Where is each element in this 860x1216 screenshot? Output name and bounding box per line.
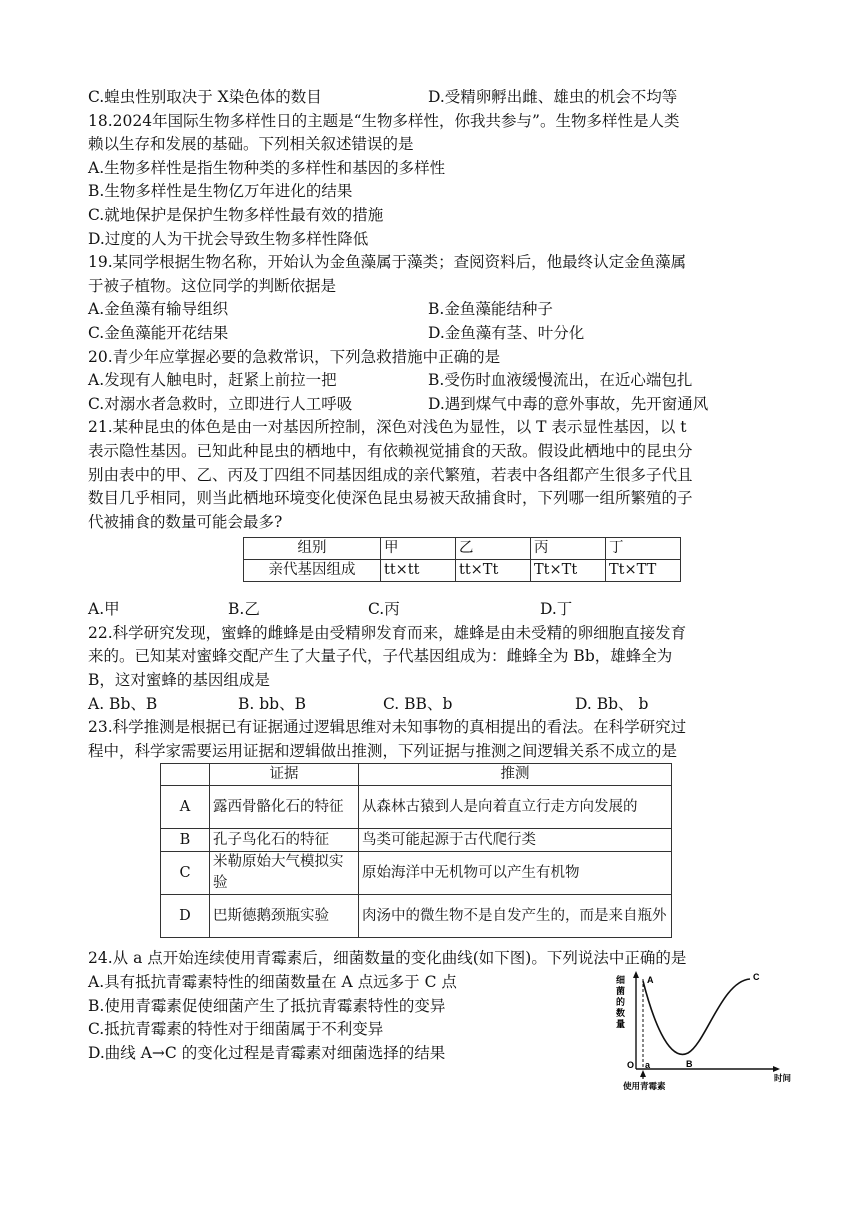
q23-table-row: [161, 895, 672, 938]
q21-stem-1: 21.某种昆虫的体色是由一对基因所控制，深色对浅色为显性，以 T 表示显性基因，以 t: [88, 418, 687, 437]
q22-option-a: A. Bb、B: [88, 694, 158, 713]
q18-stem-1: 18.2024年国际生物多样性日的主题是“生物多样性，你我共参与”。生物多样性是人类: [88, 111, 680, 130]
q23-row-letter: C: [161, 852, 210, 895]
graph-caption: 使用青霉素: [623, 1081, 666, 1092]
q21-table-cell: 组别: [244, 538, 381, 560]
q18-stem-2: 赖以生存和发展的基础。下列相关叙述错误的是: [88, 135, 414, 154]
q24-stem: 24.从 a 点开始连续使用青霉素后，细菌数量的变化曲线(如下图)。下列说法中正确的是: [88, 949, 687, 968]
q21-table-row-genotype: [244, 560, 681, 582]
q21-option-d: D.丁: [540, 600, 573, 619]
q24-option-d: D.曲线 A→C 的变化过程是青霉素对细菌选择的结果: [88, 1043, 446, 1062]
q23-table-header: [161, 764, 672, 786]
q23-row-letter: A: [161, 786, 210, 829]
graph-ylabel-char: 量: [616, 1019, 626, 1030]
q21-table-cell: Tt×Tt: [531, 560, 606, 582]
q23-table-row: [161, 852, 672, 895]
exam-page: [88, 86, 792, 1092]
q22-stem-1: 22.科学研究发现，蜜蜂的雌蜂是由受精卵发育而来，雄蜂是由未受精的卵细胞直接发育: [88, 623, 687, 642]
q18-option-c: C.就地保护是保护生物多样性最有效的措施: [88, 205, 384, 224]
q21-option-a: A.甲: [88, 600, 120, 619]
q21-table-cell: tt×Tt: [456, 560, 531, 582]
q21-table-cell: 丙: [531, 538, 606, 560]
q21-table-cell: 甲: [381, 538, 456, 560]
q21-table-row-group: [244, 538, 681, 560]
q19-options-row-1: [88, 298, 778, 322]
q21-stem-4: 数目几乎相同，则当此栖地环境变化使深色昆虫易被天敌捕食时，下列哪一组所繁殖的子: [88, 489, 693, 508]
q23-header-cell: [161, 764, 210, 786]
q24-block: [88, 947, 792, 1092]
q21-stem-5: 代被捕食的数量可能会最多?: [88, 512, 283, 531]
graph-point-A: A: [647, 975, 654, 986]
q19-option-c: C.金鱼藻能开花结果: [88, 323, 229, 342]
q21-stem-2: 表示隐性基因。已知此种昆虫的栖地中，有依赖视觉捕食的天敌。假设此栖地中的昆虫分: [88, 441, 693, 460]
q21-table-cell: 丁: [606, 538, 681, 560]
q23-row-letter: B: [161, 829, 210, 852]
q21-table-cell: 乙: [456, 538, 531, 560]
q19-option-d: D.金鱼藻有茎、叶分化: [428, 323, 585, 342]
q17-options-row: [88, 86, 778, 110]
bacteria-curve: [643, 979, 750, 1054]
q20-option-b: B.受伤时血液缓慢流出，在近心端包扎: [428, 371, 693, 390]
q23-row-inference: 从森林古猿到人是向着直立行走方向发展的: [359, 786, 672, 829]
graph-point-a: a: [645, 1060, 651, 1071]
q19-stem-2: 于被子植物。这位同学的判断依据是: [88, 276, 337, 295]
q22-option-c: C. BB、b: [383, 694, 453, 713]
graph-xlabel: 时间: [774, 1073, 792, 1084]
q23-stem-1: 23.科学推测是根据已有证据通过逻辑思维对未知事物的真相提出的看法。在科学研究过: [88, 718, 687, 737]
q20-stem: 20.青少年应掌握必要的急救常识，下列急救措施中正确的是: [88, 347, 501, 366]
q23-row-evidence: 孔子鸟化石的特征: [210, 829, 359, 852]
q23-row-letter: D: [161, 895, 210, 938]
q23-table-row: [161, 786, 672, 829]
x-axis-arrow: [773, 1066, 780, 1072]
q17-option-d: D.受精卵孵出雌、雄虫的机会不均等: [428, 88, 678, 106]
q22-option-b: B. bb、B: [238, 694, 306, 713]
q23-row-inference: 原始海洋中无机物可以产生有机物: [359, 852, 672, 895]
graph-ylabel-char: 数: [616, 1008, 626, 1019]
q20-options-row-2: [88, 393, 778, 417]
q20-option-d: D.遇到煤气中毒的意外事故，先开窗通风: [428, 394, 709, 413]
q23-stem-2: 程中，科学家需要运用证据和逻辑做出推测，下列证据与推测之间逻辑关系不成立的是: [88, 741, 678, 760]
graph-point-B: B: [686, 1059, 693, 1070]
q21-table-cell: Tt×TT: [606, 560, 681, 582]
q20-options-row-1: [88, 369, 778, 393]
q17-option-c: C.蝗虫性别取决于 X染色体的数目: [88, 88, 322, 106]
q21-table: [243, 537, 681, 582]
graph-ylabel-char: 的: [616, 997, 626, 1008]
graph-ylabel-char: 细: [616, 975, 626, 986]
q22-options-row: [88, 693, 778, 717]
q23-row-evidence: 米勒原始大气模拟实验: [210, 852, 359, 895]
q20-option-a: A.发现有人触电时，赶紧上前拉一把: [88, 371, 337, 390]
q23-table-row: [161, 829, 672, 852]
q18-option-a: A.生物多样性是指生物种类的多样性和基因的多样性: [88, 158, 446, 177]
q24-option-a: A.具有抵抗青霉素特性的细菌数量在 A 点远多于 C 点: [88, 973, 457, 992]
q18-option-d: D.过度的人为干扰会导致生物多样性降低: [88, 229, 369, 248]
q23-header-cell: 推测: [359, 764, 672, 786]
q21-table-cell: 亲代基因组成: [244, 560, 381, 582]
q22-stem-3: B，这对蜜蜂的基因组成是: [88, 671, 270, 690]
y-axis-arrow: [633, 971, 639, 978]
q19-option-b: B.金鱼藻能结种子: [428, 300, 553, 319]
q24-option-b: B.使用青霉素促使细菌产生了抵抗青霉素特性的变异: [88, 996, 446, 1015]
q18-option-b: B.生物多样性是生物亿万年进化的结果: [88, 182, 353, 201]
caption-arrow: [640, 1070, 646, 1077]
q21-table-cell: tt×tt: [381, 560, 456, 582]
bacteria-count-graph: [610, 971, 800, 1091]
q19-options-row-2: [88, 322, 778, 346]
q21-option-c: C.丙: [368, 600, 400, 619]
q19-stem-1: 19.某同学根据生物名称，开始认为金鱼藻属于藻类；查阅资料后，他最终认定金鱼藻属: [88, 253, 687, 272]
q23-row-inference: 鸟类可能起源于古代爬行类: [359, 829, 672, 852]
q22-stem-2: 来的。已知某对蜜蜂交配产生了大量子代，子代基因组成为：雌蜂全为 Bb，雄蜂全为: [88, 647, 673, 666]
q23-table: [160, 763, 672, 938]
graph-origin: O: [627, 1060, 635, 1071]
q21-stem-3: 别由表中的甲、乙、丙及丁四组不同基因组成的亲代繁殖，若表中各组都产生很多子代且: [88, 465, 693, 484]
q21-option-b: B.乙: [228, 600, 260, 619]
q20-option-c: C.对溺水者急救时，立即进行人工呼吸: [88, 394, 353, 413]
graph-ylabel-char: 菌: [616, 986, 626, 997]
q21-options-row: [88, 598, 778, 622]
q23-row-inference: 肉汤中的微生物不是自发产生的，而是来自瓶外: [359, 895, 672, 938]
q19-option-a: A.金鱼藻有输导组织: [88, 300, 229, 319]
q23-row-evidence: 巴斯德鹅颈瓶实验: [210, 895, 359, 938]
q23-row-evidence: 露西骨骼化石的特征: [210, 786, 359, 829]
q22-option-d: D. Bb、 b: [575, 694, 649, 713]
q23-header-cell: 证据: [210, 764, 359, 786]
graph-point-C: C: [753, 972, 760, 983]
q24-option-c: C.抵抗青霉素的特性对于细菌属于不利变异: [88, 1020, 384, 1039]
